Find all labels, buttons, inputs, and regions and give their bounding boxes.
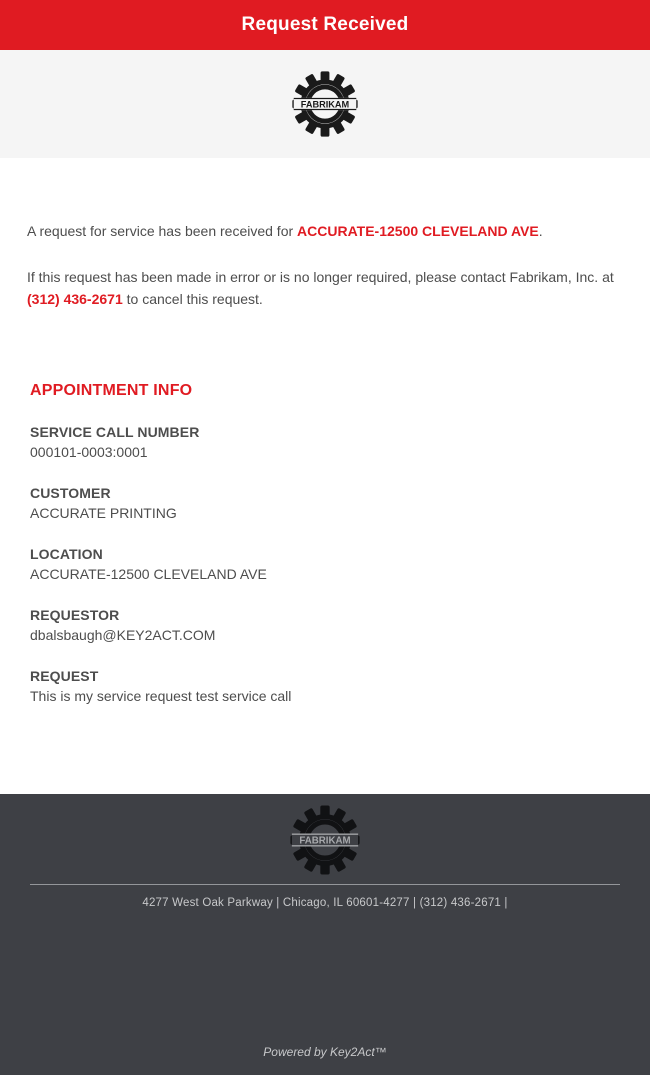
email-body xyxy=(0,158,650,794)
field-service-call-number xyxy=(30,422,623,463)
field-customer xyxy=(30,483,623,524)
intro-2-tail: to cancel this request. xyxy=(122,291,263,307)
appointment-info-section xyxy=(27,382,623,707)
logo-band xyxy=(0,50,650,158)
intro-paragraph-2 xyxy=(27,266,623,310)
logo-brand-text: FABRIKAM xyxy=(299,835,351,847)
field-value: This is my service request test service call xyxy=(30,688,292,704)
page-title: Request Received xyxy=(241,14,409,35)
field-label: REQUESTOR xyxy=(30,607,120,623)
location-highlight: ACCURATE-12500 CLEVELAND AVE xyxy=(297,223,539,239)
footer-logo-wrap xyxy=(289,804,361,876)
field-value: ACCURATE-12500 CLEVELAND AVE xyxy=(30,566,267,582)
phone-highlight: (312) 436-2671 xyxy=(27,291,123,307)
logo-brand-text: FABRIKAM xyxy=(300,99,350,110)
field-location xyxy=(30,544,623,585)
field-label: CUSTOMER xyxy=(30,485,111,501)
intro-paragraph-1 xyxy=(27,220,623,242)
email-footer xyxy=(0,794,650,1075)
intro-1-period: . xyxy=(538,223,543,239)
header-banner xyxy=(0,0,650,50)
field-label: SERVICE CALL NUMBER xyxy=(30,424,200,440)
field-label: LOCATION xyxy=(30,546,103,562)
appointment-info-heading: APPOINTMENT INFO xyxy=(30,382,193,399)
field-value: 000101-0003:0001 xyxy=(30,444,148,460)
powered-by-text: Powered by Key2Act™ xyxy=(263,1045,387,1059)
field-value: ACCURATE PRINTING xyxy=(30,505,177,521)
field-requestor xyxy=(30,605,623,646)
intro-1-text: A request for service has been received for xyxy=(27,223,298,239)
footer-divider xyxy=(30,884,620,885)
fabrikam-gear-logo-icon xyxy=(289,804,361,876)
fabrikam-gear-logo-icon xyxy=(291,70,359,138)
field-value: dbalsbaugh@KEY2ACT.COM xyxy=(30,627,216,643)
intro-2-text: If this request has been made in error or is no longer required, please contact Fabrikam, Inc. at xyxy=(27,269,614,285)
field-label: REQUEST xyxy=(30,668,99,684)
field-request xyxy=(30,666,623,707)
footer-address: 4277 West Oak Parkway | Chicago, IL 60601-4277 | (312) 436-2671 | xyxy=(142,897,508,909)
